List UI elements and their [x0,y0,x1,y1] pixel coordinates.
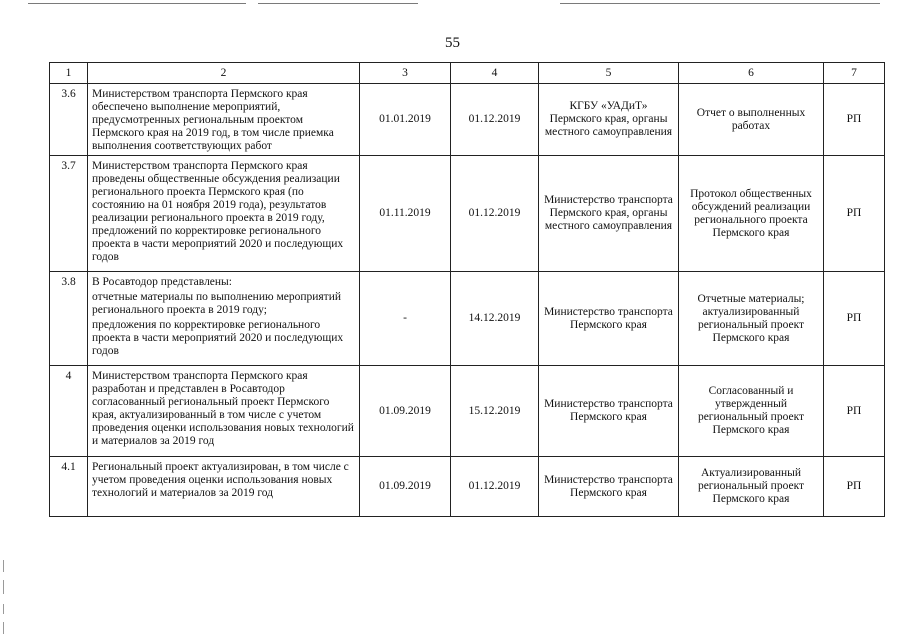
column-header: 1 [50,63,88,84]
start-date: - [360,272,451,366]
row-number: 3.6 [50,84,88,156]
description-paragraph: В Росавтодор представлены: [92,276,232,288]
row-number: 3.8 [50,272,88,366]
description-paragraph: отчетные материалы по выполнению мероприятий регионального проекта в 2019 году; [92,291,342,316]
description-paragraph: предложения по корректировке регионального проекта в части мероприятий 2020 и последующих годов [92,319,344,357]
start-date: 01.09.2019 [360,366,451,457]
top-rule-segment [28,3,246,4]
responsible-party: Министерство транспорта Пермского края, органы местного самоуправления [539,156,679,272]
end-date: 15.12.2019 [451,366,539,457]
start-date: 01.11.2019 [360,156,451,272]
table-row [50,457,885,517]
top-scan-rule [0,0,905,10]
table-row [50,84,885,156]
document-code: РП [824,84,885,156]
column-header: 7 [824,63,885,84]
start-date: 01.09.2019 [360,457,451,517]
result-document: Протокол общественных обсуждений реализации регионального проекта Пермского края [679,156,824,272]
row-number: 4.1 [50,457,88,517]
row-description [88,156,360,272]
table-header-row [50,63,885,84]
scan-edge-mark [3,560,4,572]
table-row [50,366,885,457]
row-description [88,366,360,457]
end-date: 01.12.2019 [451,84,539,156]
result-document: Отчет о выполненных работах [679,84,824,156]
document-code: РП [824,457,885,517]
top-rule-segment [258,3,418,4]
column-header: 2 [88,63,360,84]
responsible-party: Министерство транспорта Пермского края [539,457,679,517]
scan-edge-mark [3,604,4,614]
responsible-party: КГБУ «УАДиТ» Пермского края, органы местного самоуправления [539,84,679,156]
page-number: 55 [445,35,460,51]
result-document: Актуализированный региональный проект Пермского края [679,457,824,517]
column-header: 6 [679,63,824,84]
scan-edge-mark [3,622,4,634]
end-date: 01.12.2019 [451,156,539,272]
document-code: РП [824,366,885,457]
description-paragraph: Министерством транспорта Пермского края разработан и представлен в Росавтодор согласованный региональный проект Пермского края, актуализированный в том числе с учетом проведения оценки использования новых технологий и материалов за 2019 год [92,370,354,447]
table-row [50,272,885,366]
row-description [88,457,360,517]
result-document: Согласованный и утвержденный региональный проект Пермского края [679,366,824,457]
description-paragraph: Министерством транспорта Пермского края обеспечено выполнение мероприятий, предусмотренных региональным проектом Пермского края на 2019 год, в том числе приемка выполнения соответствующих работ [92,88,334,152]
description-paragraph: Региональный проект актуализирован, в том числе с учетом проведения оценки использования новых технологий и материалов за 2019 год [92,461,349,499]
document-code: РП [824,272,885,366]
row-number: 4 [50,366,88,457]
end-date: 01.12.2019 [451,457,539,517]
row-description [88,272,360,366]
description-paragraph: Министерством транспорта Пермского края проведены общественные обсуждения реализации регионального проекта Пермского края (по состоянию на 01 ноября 2019 года), результатов реализации регионального проекта в 2019 году, предложений по корректировке регионального проекта в части мероприятий 2020 и последующих годов [92,160,344,263]
scan-edge-marks [3,560,5,640]
start-date: 01.01.2019 [360,84,451,156]
document-code: РП [824,156,885,272]
column-header: 5 [539,63,679,84]
column-header: 4 [451,63,539,84]
end-date: 14.12.2019 [451,272,539,366]
plan-table [49,62,885,517]
responsible-party: Министерство транспорта Пермского края [539,272,679,366]
top-rule-segment [560,3,880,4]
row-number: 3.7 [50,156,88,272]
table-row [50,156,885,272]
result-document: Отчетные материалы; актуализированный региональный проект Пермского края [679,272,824,366]
column-header: 3 [360,63,451,84]
row-description [88,84,360,156]
scan-edge-mark [3,580,4,594]
responsible-party: Министерство транспорта Пермского края [539,366,679,457]
